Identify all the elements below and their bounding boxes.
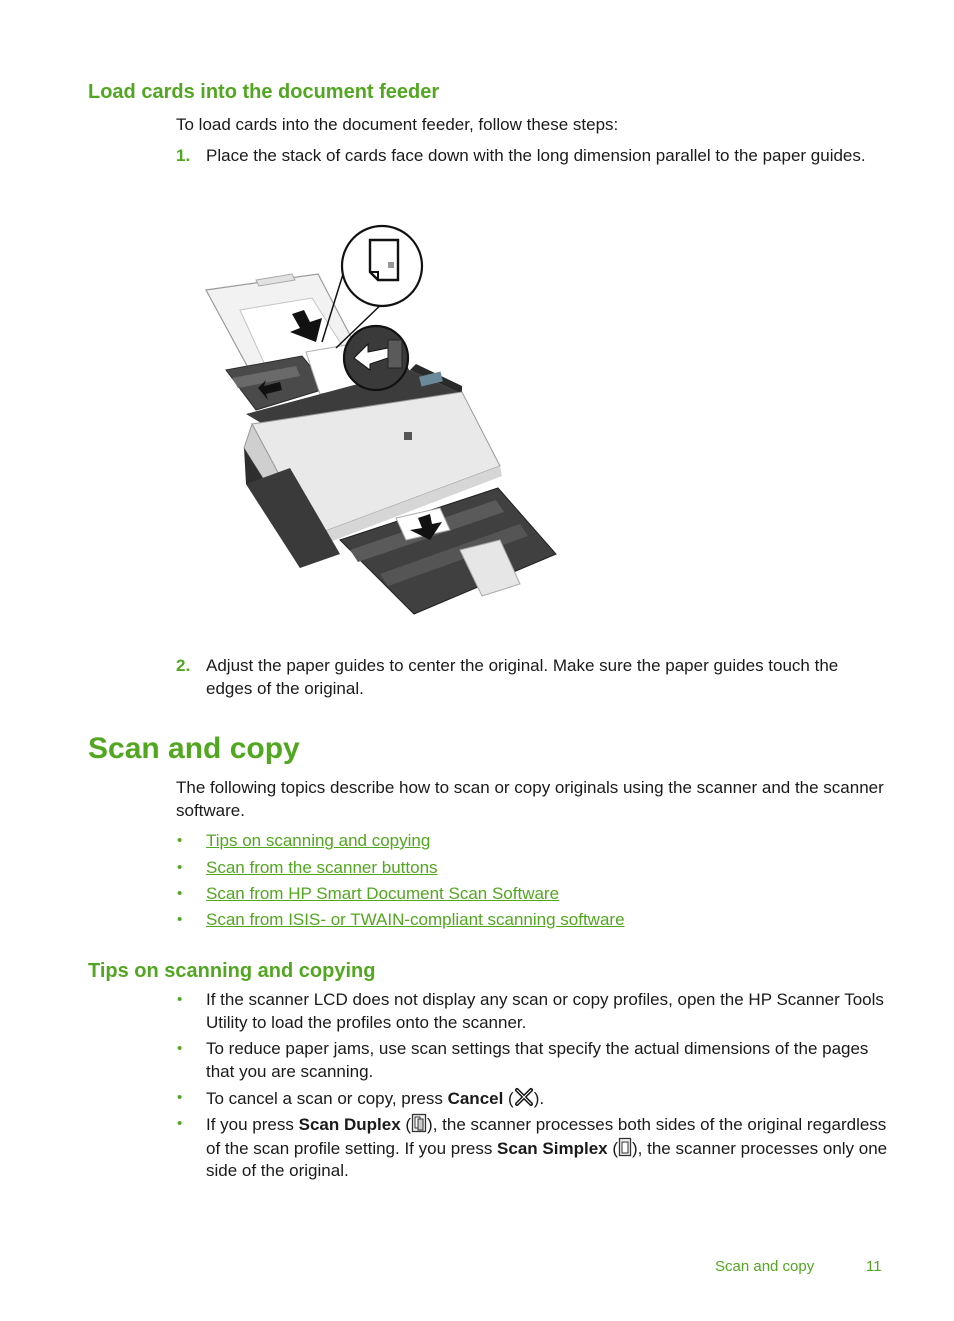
- section-heading-tips: Tips on scanning and copying: [88, 960, 376, 982]
- link-scan-from-buttons[interactable]: Scan from the scanner buttons: [206, 858, 438, 877]
- list-item: [176, 830, 888, 853]
- load-cards-intro: To load cards into the document feeder, follow these steps:: [176, 115, 619, 134]
- section-heading-load-cards: Load cards into the document feeder: [88, 81, 440, 103]
- step-number: 1.: [176, 146, 191, 165]
- step-text: Adjust the paper guides to center the original. Make sure the paper guides touch the edges of the original.: [206, 656, 839, 698]
- bullet-icon: •: [177, 885, 183, 902]
- list-item: [176, 883, 888, 906]
- cancel-button-label: Cancel: [447, 1089, 504, 1108]
- list-item: [176, 857, 888, 880]
- tip-text: To cancel a scan or copy, press Cancel ( ).: [206, 1089, 545, 1108]
- list-item: [176, 1087, 888, 1111]
- step-text: Place the stack of cards face down with the long dimension parallel to the paper guides.: [206, 146, 866, 165]
- bullet-icon: •: [177, 1040, 183, 1057]
- scan-simplex-icon: [618, 1137, 632, 1157]
- bullet-icon: •: [177, 859, 183, 876]
- list-item: [176, 1113, 888, 1183]
- bullet-icon: •: [177, 1089, 183, 1106]
- link-tips-on-scanning[interactable]: Tips on scanning and copying: [206, 831, 431, 850]
- cancel-x-icon: [514, 1087, 534, 1107]
- scan-and-copy-intro: The following topics describe how to scan or copy originals using the scanner and the scanner software.: [176, 778, 884, 820]
- bullet-icon: •: [177, 1115, 183, 1132]
- tip-text: To reduce paper jams, use scan settings that specify the actual dimensions of the pages that you are scanning.: [206, 1039, 869, 1081]
- footer-section-title: Scan and copy: [715, 1258, 815, 1275]
- step-item: [176, 655, 888, 700]
- link-scan-from-isis-twain[interactable]: Scan from ISIS- or TWAIN-compliant scanning software: [206, 910, 625, 929]
- scanner-card-loading-illustration: [200, 218, 565, 620]
- bullet-icon: •: [177, 911, 183, 928]
- bullet-icon: •: [177, 991, 183, 1008]
- list-item: [176, 1038, 888, 1083]
- tip-text: If you press Scan Duplex ( ), the scanner processes both sides of the original regardless of the scan profile setting. If you press Scan Simplex ( ), the scanner processes only one side of the original.: [206, 1115, 888, 1180]
- tip-text: If the scanner LCD does not display any scan or copy profiles, open the HP Scanner Tools Utility to load the profiles onto the scanner.: [206, 990, 884, 1032]
- bullet-icon: •: [177, 832, 183, 849]
- scan-duplex-label: Scan Duplex: [298, 1115, 401, 1134]
- scan-simplex-label: Scan Simplex: [497, 1138, 608, 1158]
- scan-duplex-icon: [411, 1113, 427, 1133]
- page-title-scan-and-copy: Scan and copy: [88, 732, 300, 765]
- list-item: [176, 909, 888, 932]
- step-item: [176, 145, 888, 168]
- link-scan-from-smart-document[interactable]: Scan from HP Smart Document Scan Software: [206, 884, 560, 903]
- step-number: 2.: [176, 656, 191, 675]
- list-item: [176, 989, 888, 1034]
- footer-page-number: 11: [866, 1258, 882, 1275]
